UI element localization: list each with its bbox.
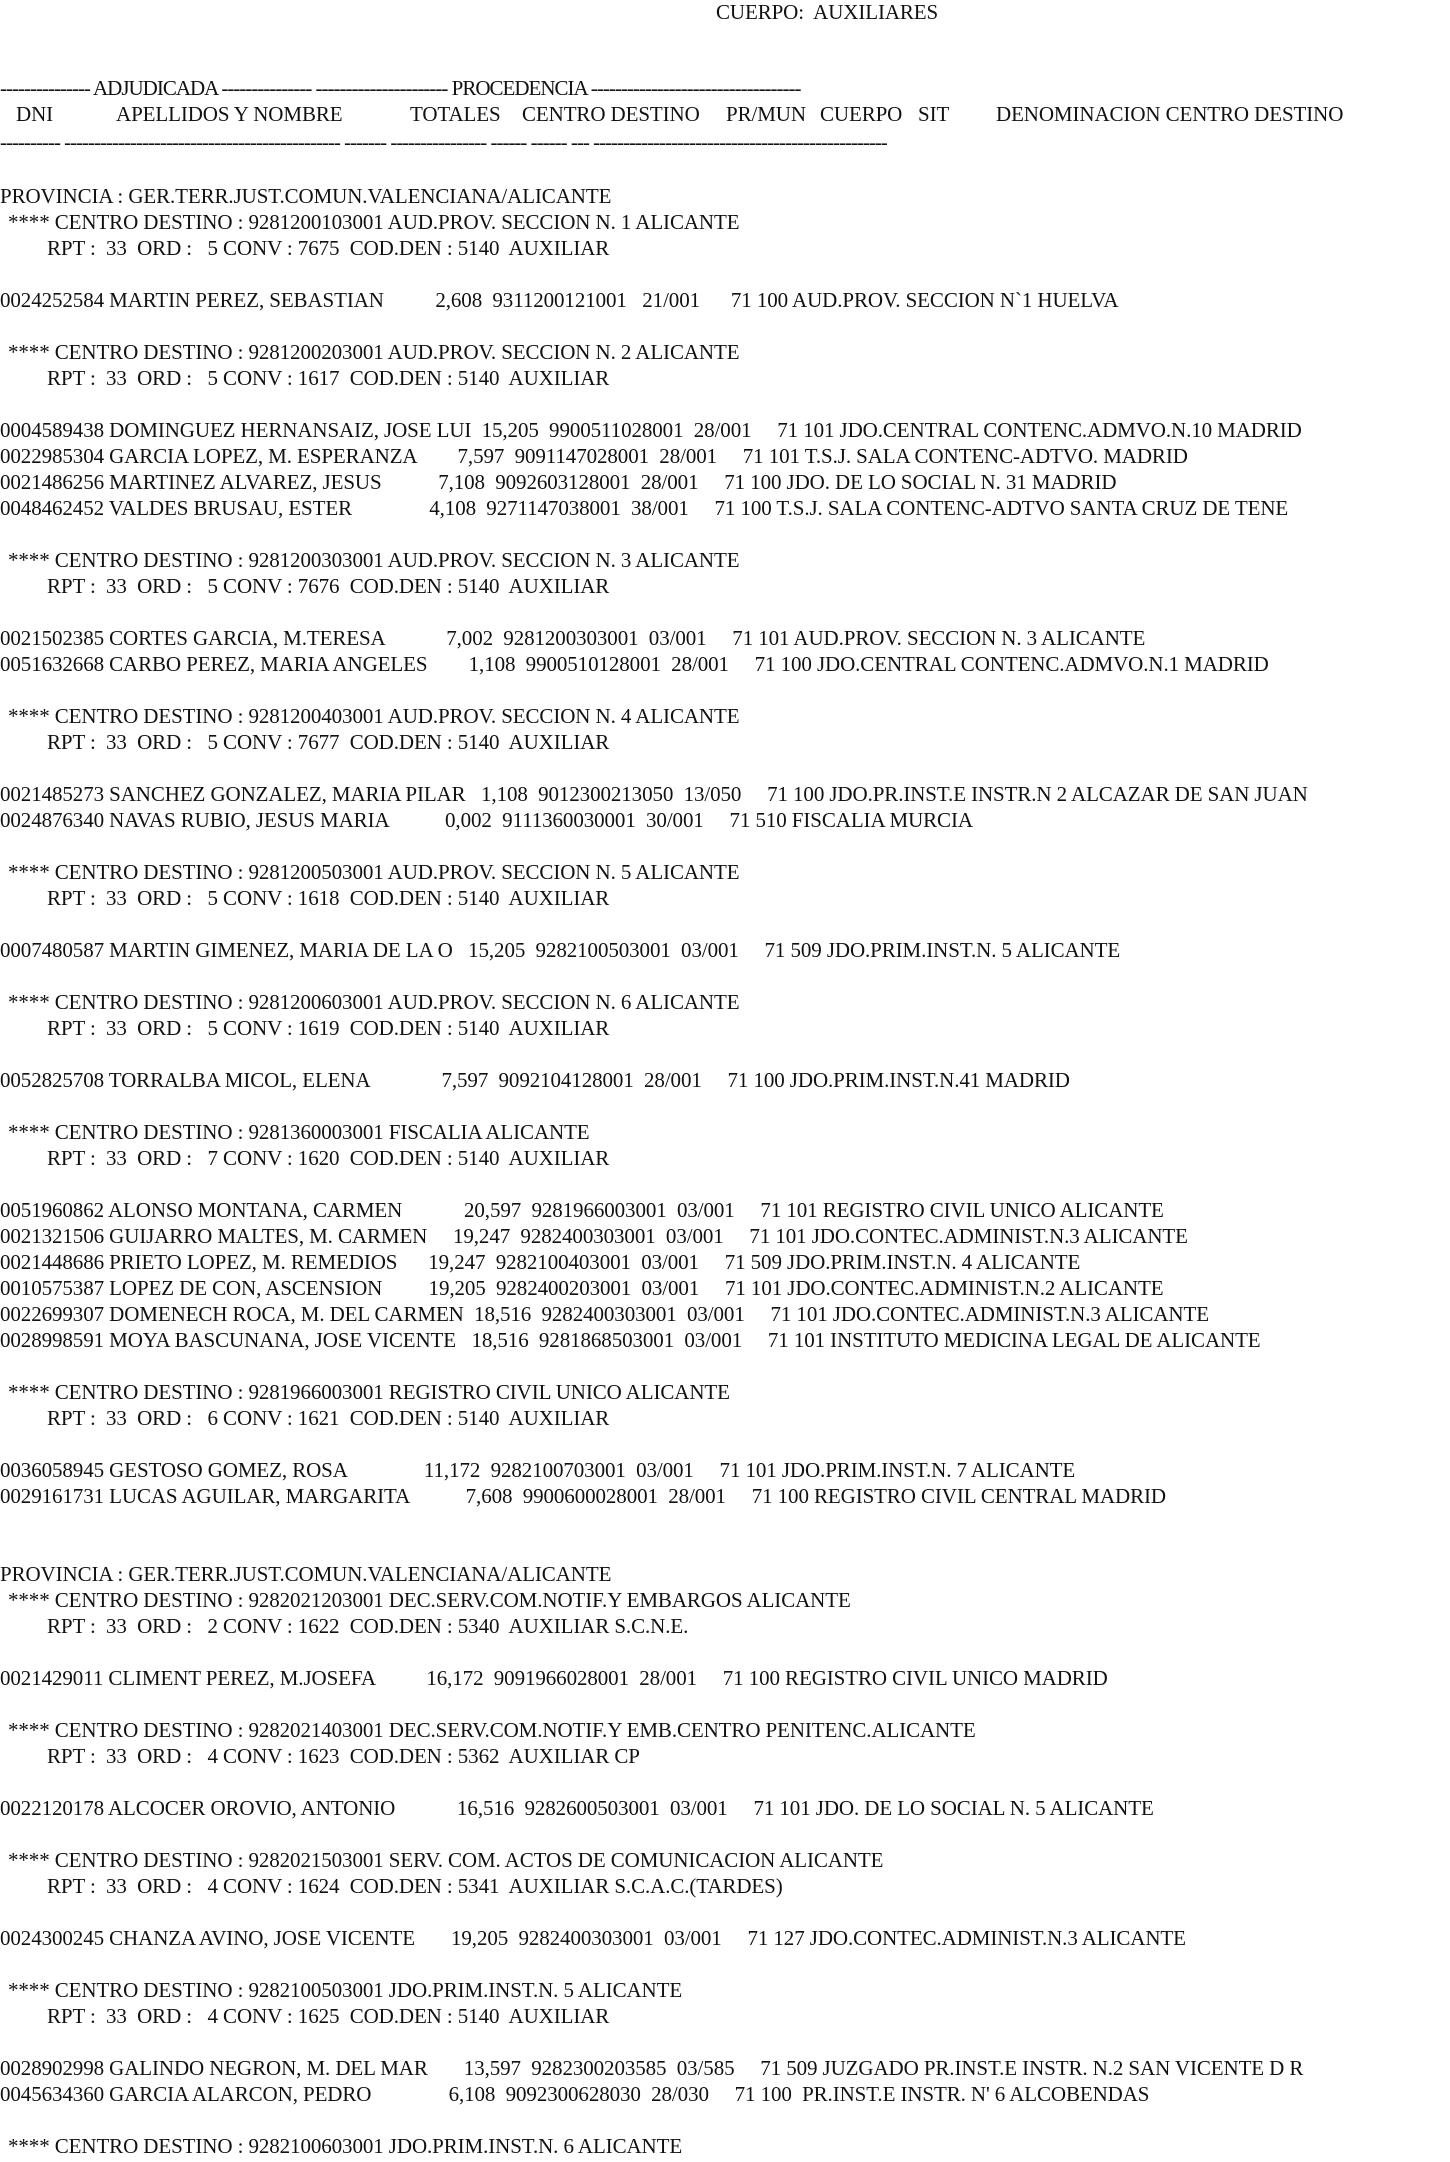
rpt-line: RPT : 33 ORD : 7 CONV : 1620 COD.DEN : 5140 AUXILIAR [47,1146,610,1170]
centro-destino-heading: **** CENTRO DESTINO : 9281200203001 AUD.PROV. SECCION N. 2 ALICANTE [8,340,740,364]
centro-destino-heading: **** CENTRO DESTINO : 9281360003001 FISCALIA ALICANTE [8,1120,590,1144]
centro-destino-heading: **** CENTRO DESTINO : 9282100603001 JDO.PRIM.INST.N. 6 ALICANTE [8,2134,683,2158]
rpt-line: RPT : 33 ORD : 4 CONV : 1625 COD.DEN : 5140 AUXILIAR [47,2004,610,2028]
record-line: 0052825708 TORRALBA MICOL, ELENA 7,597 9092104128001 28/001 71 100 JDO.PRIM.INST.N.41 MADRID [0,1068,1070,1092]
rpt-line: RPT : 33 ORD : 4 CONV : 1623 COD.DEN : 5362 AUXILIAR CP [47,1744,640,1768]
header-rule: ---------- ---------------------------------------------- ------- ---------------- ------ ------ --- ------------------------------------------------- [0,130,887,154]
rpt-line: RPT : 33 ORD : 2 CONV : 1622 COD.DEN : 5340 AUXILIAR S.C.N.E. [47,1614,689,1638]
record-line: 0036058945 GESTOSO GOMEZ, ROSA 11,172 9282100703001 03/001 71 101 JDO.PRIM.INST.N. 7 ALICANTE [0,1458,1076,1482]
record-line: 0029161731 LUCAS AGUILAR, MARGARITA 7,608 9900600028001 28/001 71 100 REGISTRO CIVIL CENTRAL MADRID [0,1484,1166,1508]
centro-destino-heading: **** CENTRO DESTINO : 9281200403001 AUD.PROV. SECCION N. 4 ALICANTE [8,704,740,728]
centro-destino-heading: **** CENTRO DESTINO : 9282021403001 DEC.SERV.COM.NOTIF.Y EMB.CENTRO PENITENC.ALICANTE [8,1718,976,1742]
provincia-heading: PROVINCIA : GER.TERR.JUST.COMUN.VALENCIANA/ALICANTE [0,184,612,208]
column-header-dni: DNI [16,102,54,126]
column-group-header: --------------- ADJUDICADA --------------- ---------------------- PROCEDENCIA ----------------------------------- [0,76,801,100]
column-header-name: APELLIDOS Y NOMBRE [116,102,343,126]
centro-destino-heading: **** CENTRO DESTINO : 9281200103001 AUD.PROV. SECCION N. 1 ALICANTE [8,210,740,234]
centro-destino-heading: **** CENTRO DESTINO : 9281200503001 AUD.PROV. SECCION N. 5 ALICANTE [8,860,740,884]
record-line: 0004589438 DOMINGUEZ HERNANSAIZ, JOSE LUI 15,205 9900511028001 28/001 71 101 JDO.CENTRAL CONTENC.ADMVO.N.10 MADRID [0,418,1302,442]
record-line: 0021321506 GUIJARRO MALTES, M. CARMEN 19,247 9282400303001 03/001 71 101 JDO.CONTEC.ADMINIST.N.3 ALICANTE [0,1224,1188,1248]
record-line: 0028902998 GALINDO NEGRON, M. DEL MAR 13,597 9282300203585 03/585 71 509 JUZGADO PR.INST.E INSTR. N.2 SAN VICENTE D R [0,2056,1304,2080]
record-line: 0051960862 ALONSO MONTANA, CARMEN 20,597 9281966003001 03/001 71 101 REGISTRO CIVIL UNICO ALICANTE [0,1198,1164,1222]
record-line: 0051632668 CARBO PEREZ, MARIA ANGELES 1,108 9900510128001 28/001 71 100 JDO.CENTRAL CONTENC.ADMVO.N.1 MADRID [0,652,1269,676]
rpt-line: RPT : 33 ORD : 6 CONV : 1621 COD.DEN : 5140 AUXILIAR [47,1406,610,1430]
centro-destino-heading: **** CENTRO DESTINO : 9281200303001 AUD.PROV. SECCION N. 3 ALICANTE [8,548,740,572]
record-line: 0007480587 MARTIN GIMENEZ, MARIA DE LA O 15,205 9282100503001 03/001 71 509 JDO.PRIM.INST.N. 5 ALICANTE [0,938,1121,962]
rpt-line: RPT : 33 ORD : 5 CONV : 7677 COD.DEN : 5140 AUXILIAR [47,730,610,754]
column-header-totals: TOTALES [410,102,501,126]
record-line: 0022699307 DOMENECH ROCA, M. DEL CARMEN 18,516 9282400303001 03/001 71 101 JDO.CONTEC.ADMINIST.N.3 ALICANTE [0,1302,1209,1326]
rpt-line: RPT : 33 ORD : 5 CONV : 1618 COD.DEN : 5140 AUXILIAR [47,886,610,910]
rpt-line: RPT : 33 ORD : 5 CONV : 7675 COD.DEN : 5140 AUXILIAR [47,236,610,260]
rpt-line: RPT : 33 ORD : 5 CONV : 7676 COD.DEN : 5140 AUXILIAR [47,574,610,598]
record-line: 0021485273 SANCHEZ GONZALEZ, MARIA PILAR 1,108 9012300213050 13/050 71 100 JDO.PR.INST.E INSTR.N 2 ALCAZAR DE SAN JUAN [0,782,1308,806]
record-line: 0048462452 VALDES BRUSAU, ESTER 4,108 9271147038001 38/001 71 100 T.S.J. SALA CONTENC-ADTVO SANTA CRUZ DE TENE [0,496,1289,520]
record-line: 0024252584 MARTIN PEREZ, SEBASTIAN 2,608 9311200121001 21/001 71 100 AUD.PROV. SECCION N`1 HUELVA [0,288,1119,312]
centro-destino-heading: **** CENTRO DESTINO : 9282100503001 JDO.PRIM.INST.N. 5 ALICANTE [8,1978,683,2002]
record-line: 0024300245 CHANZA AVINO, JOSE VICENTE 19,205 9282400303001 03/001 71 127 JDO.CONTEC.ADMINIST.N.3 ALICANTE [0,1926,1186,1950]
document-title: CUERPO: AUXILIARES [716,0,939,24]
record-line: 0021448686 PRIETO LOPEZ, M. REMEDIOS 19,247 9282100403001 03/001 71 509 JDO.PRIM.INST.N. 4 ALICANTE [0,1250,1081,1274]
record-line: 0022120178 ALCOCER OROVIO, ANTONIO 16,516 9282600503001 03/001 71 101 JDO. DE LO SOCIAL N. 5 ALICANTE [0,1796,1154,1820]
record-line: 0022985304 GARCIA LOPEZ, M. ESPERANZA 7,597 9091147028001 28/001 71 101 T.S.J. SALA CONTENC-ADTVO. MADRID [0,444,1188,468]
record-line: 0028998591 MOYA BASCUNANA, JOSE VICENTE 18,516 9281868503001 03/001 71 101 INSTITUTO MEDICINA LEGAL DE ALICANTE [0,1328,1261,1352]
centro-destino-heading: **** CENTRO DESTINO : 9282021203001 DEC.SERV.COM.NOTIF.Y EMBARGOS ALICANTE [8,1588,851,1612]
record-line: 0024876340 NAVAS RUBIO, JESUS MARIA 0,002 9111360030001 30/001 71 510 FISCALIA MURCIA [0,808,973,832]
rpt-line: RPT : 33 ORD : 4 CONV : 1624 COD.DEN : 5341 AUXILIAR S.C.A.C.(TARDES) [47,1874,783,1898]
column-header-prmun: PR/MUN [726,102,806,126]
centro-destino-heading: **** CENTRO DESTINO : 9281200603001 AUD.PROV. SECCION N. 6 ALICANTE [8,990,740,1014]
provincia-heading: PROVINCIA : GER.TERR.JUST.COMUN.VALENCIANA/ALICANTE [0,1562,612,1586]
column-header-sit: SIT [918,102,950,126]
record-line: 0021429011 CLIMENT PEREZ, M.JOSEFA 16,172 9091966028001 28/001 71 100 REGISTRO CIVIL UNICO MADRID [0,1666,1108,1690]
record-line: 0010575387 LOPEZ DE CON, ASCENSION 19,205 9282400203001 03/001 71 101 JDO.CONTEC.ADMINIST.N.2 ALICANTE [0,1276,1164,1300]
centro-destino-heading: **** CENTRO DESTINO : 9282021503001 SERV. COM. ACTOS DE COMUNICACION ALICANTE [8,1848,884,1872]
record-line: 0045634360 GARCIA ALARCON, PEDRO 6,108 9092300628030 28/030 71 100 PR.INST.E INSTR. N' 6 ALCOBENDAS [0,2082,1150,2106]
record-line: 0021502385 CORTES GARCIA, M.TERESA 7,002 9281200303001 03/001 71 101 AUD.PROV. SECCION N. 3 ALICANTE [0,626,1146,650]
column-header-denominacion: DENOMINACION CENTRO DESTINO [996,102,1344,126]
centro-destino-heading: **** CENTRO DESTINO : 9281966003001 REGISTRO CIVIL UNICO ALICANTE [8,1380,730,1404]
column-header-centro-destino: CENTRO DESTINO [522,102,700,126]
record-line: 0021486256 MARTINEZ ALVAREZ, JESUS 7,108 9092603128001 28/001 71 100 JDO. DE LO SOCIAL N. 31 MADRID [0,470,1117,494]
rpt-line: RPT : 33 ORD : 5 CONV : 1619 COD.DEN : 5140 AUXILIAR [47,1016,610,1040]
rpt-line: RPT : 33 ORD : 5 CONV : 1617 COD.DEN : 5140 AUXILIAR [47,366,610,390]
column-header-cuerpo: CUERPO [820,102,903,126]
